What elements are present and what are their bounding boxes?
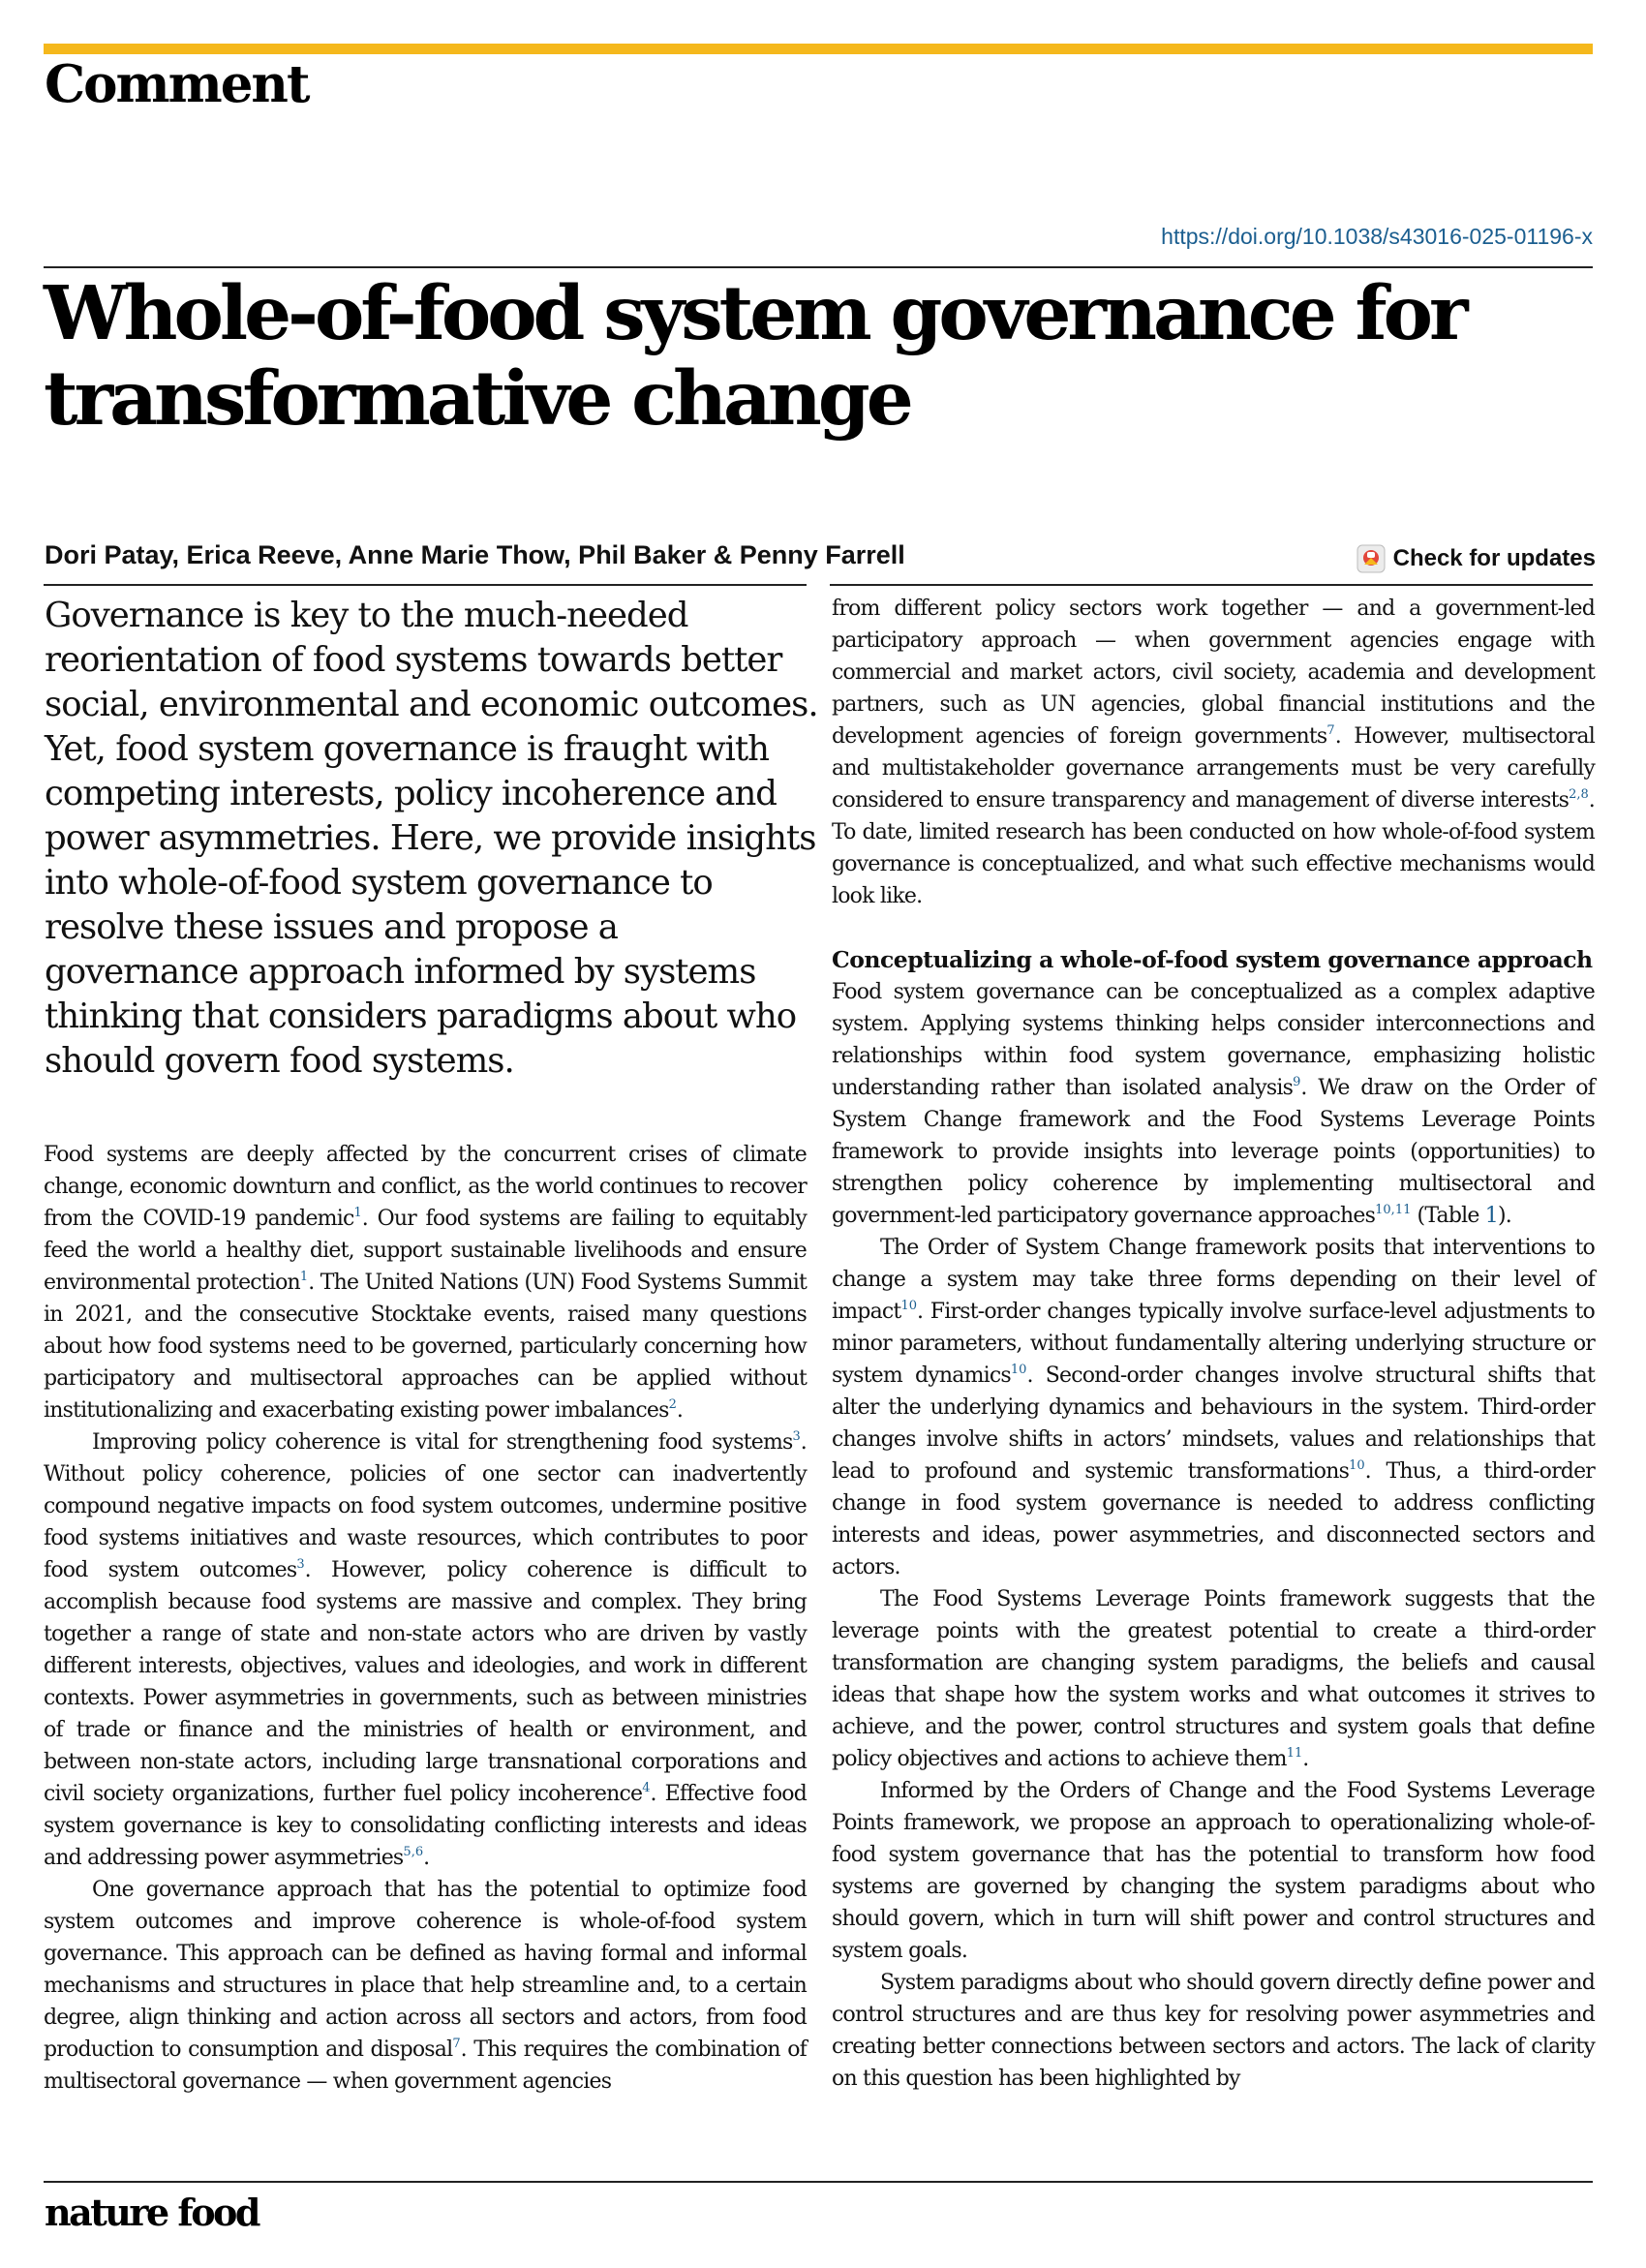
- body-text: Food system governance can be conceptualized as a complex adaptive system. Applying systems thinking helps consider interconnections and relationships within food system governance, emphasizing holistic understanding rather than isolated analysis: [832, 980, 1595, 1100]
- body-right-column: [832, 593, 1595, 2095]
- body-paragraph: [44, 1874, 807, 2098]
- body-text: Improving policy coherence is vital for strengthening food systems: [92, 1430, 793, 1455]
- citation-ref[interactable]: 10: [900, 1299, 918, 1313]
- citation-ref[interactable]: 4: [642, 1781, 651, 1795]
- body-text: from different policy sectors work together — and a government-led participatory approach — when government agencies engage with commercial and market actors, civil society, academia and development partners, such as UN agencies, global financial institutions and the development agencies of foreign governments: [832, 597, 1595, 749]
- citation-ref[interactable]: 2,8: [1569, 787, 1589, 802]
- body-text: . First-order changes typically involve surface-level adjustments to minor parameters, without fundamentally altering underlying structure or system dynamics: [832, 1300, 1595, 1388]
- body-text: . However, multisectoral and multistakeholder governance arrangements must be very carefully considered to ensure transparency and management of diverse interests: [832, 724, 1595, 812]
- body-text: ).: [1497, 1204, 1511, 1228]
- body-paragraph: [44, 1426, 807, 1874]
- footer-divider: [44, 2181, 1593, 2183]
- right-intro-paragraph: [832, 593, 1595, 912]
- body-text: The Order of System Change framework posits that interventions to change a system may take three forms depending on their level of impact: [832, 1236, 1595, 1324]
- right-paragraphs: [832, 976, 1595, 2095]
- citation-ref[interactable]: 7: [1326, 723, 1335, 738]
- citation-ref[interactable]: 7: [452, 2037, 461, 2051]
- body-text: . Second-order changes involve structural shifts that alter the underlying dynamics and behaviours in the system. Third-order changes involve shifts in actors’ mindsets, values and relationships that lead to profound and systemic transformations: [832, 1364, 1595, 1484]
- body-paragraph: [832, 1967, 1595, 2095]
- body-text: Food systems are deeply affected by the concurrent crises of climate change, economic downturn and conflict, as the world continues to recover from the COVID-19 pandemic: [44, 1143, 807, 1231]
- table-ref[interactable]: 1: [1484, 1204, 1498, 1228]
- body-text: . Our food systems are failing to equitably feed the world a healthy diet, support sustainable livelihoods and ensure environmental protection: [44, 1207, 807, 1295]
- body-paragraph: [44, 1139, 807, 1426]
- citation-ref[interactable]: 11: [1286, 1746, 1303, 1761]
- citation-ref[interactable]: 2: [668, 1397, 677, 1412]
- journal-logo: nature food: [45, 2191, 259, 2234]
- body-text: System paradigms about who should govern directly define power and control structures and are thus key for resolving power asymmetries and creating better connections between sectors and actors. The lack of clarity on this question has been highlighted by: [832, 1971, 1595, 2091]
- citation-ref[interactable]: 9: [1293, 1075, 1301, 1089]
- left-column-rule: [44, 584, 807, 586]
- body-text: . This requires the combination of multisectoral governance — when government agencies: [44, 2038, 807, 2094]
- body-text: . The United Nations (UN) Food Systems Summit in 2021, and the consecutive Stocktake events, raised many questions about how food systems need to be governed, particularly concerning how participatory and multisectoral approaches can be applied without institutionalizing and exacerbating existing power imbalances: [44, 1271, 807, 1423]
- body-text: . Thus, a third-order change in food system governance is needed to address conflicting interests and ideas, power asymmetries, and disconnected sectors and actors.: [832, 1459, 1596, 1579]
- citation-ref[interactable]: 5,6: [403, 1845, 424, 1859]
- body-left-column: [44, 1139, 807, 2098]
- check-updates-label: Check for updates: [1392, 544, 1596, 571]
- header-divider: [44, 266, 1593, 268]
- citation-ref[interactable]: 3: [296, 1557, 305, 1572]
- body-text: Informed by the Orders of Change and the Food Systems Leverage Points framework, we propose an approach to operationalizing whole-of-food system governance that has the potential to transform how food systems are governed by changing the system paradigms about who should govern, which in turn will shift power and control structures and system goals.: [832, 1779, 1595, 1963]
- body-text: . However, policy coherence is difficult to accomplish because food systems are massive and complex. They bring together a range of state and non-state actors who are driven by vastly different interests, objectives, values and ideologies, and work in different contexts. Power asymmetries in governments, such as between ministries of trade or finance and the ministries of health or environment, and between non-state actors, including large transnational corporations and civil society organizations, further fuel policy incoherence: [44, 1558, 807, 1806]
- body-text: (Table: [1411, 1204, 1485, 1228]
- body-text: .: [676, 1398, 684, 1423]
- body-text: .: [1302, 1747, 1309, 1771]
- accent-rule: [44, 44, 1593, 54]
- body-paragraph: [832, 1775, 1595, 1967]
- body-text: . To date, limited research has been conducted on how whole-of-food system governance is conceptualized, and what such effective mechanisms would look like.: [832, 788, 1595, 908]
- body-paragraph: [832, 1583, 1595, 1775]
- citation-ref[interactable]: 1: [353, 1206, 362, 1220]
- doi-link[interactable]: https://doi.org/10.1038/s43016-025-01196-x: [1161, 224, 1593, 249]
- citation-ref[interactable]: 10: [1010, 1363, 1027, 1377]
- body-text: One governance approach that has the potential to optimize food system outcomes and improve coherence is whole-of-food system governance. This approach can be defined as having formal and informal mechanisms and structures in place that help streamline and, to a certain degree, align thinking and action across all sectors and actors, from food production to consumption and disposal: [44, 1878, 807, 2062]
- check-for-updates-button[interactable]: [1356, 544, 1596, 573]
- citation-ref[interactable]: 3: [792, 1429, 801, 1444]
- right-column-rule: [830, 584, 1593, 586]
- body-text: .: [423, 1846, 430, 1870]
- body-text: . We draw on the Order of System Change framework and the Food Systems Leverage Points framework to provide insights into leverage points (opportunities) to strengthen policy coherence by implementing multisectoral and government-led participatory governance approaches: [832, 1076, 1595, 1228]
- standfirst: Governance is key to the much-needed reorientation of food systems towards better social, environmental and economic outcomes. Yet, food system governance is fraught with competing interests, policy incoherence and power asymmetries. Here, we provide insights into whole-of-food system governance to resolve these issues and propose a governance approach informed by systems thinking that considers paradigms about who should govern food systems.: [45, 596, 818, 1081]
- section-label: Comment: [45, 54, 309, 114]
- body-paragraph: [832, 1232, 1595, 1583]
- article-title: Whole-of-food system governance for transformative change: [44, 270, 1465, 443]
- body-text: The Food Systems Leverage Points framework suggests that the leverage points with the greatest potential to create a third-order transformation are changing system paradigms, the beliefs and causal ideas that shape how the system works and what outcomes it strives to achieve, and the power, control structures and system goals that define policy objectives and actions to achieve them: [832, 1587, 1595, 1771]
- citation-ref[interactable]: 10,11: [1375, 1203, 1412, 1217]
- citation-ref[interactable]: 1: [299, 1270, 309, 1284]
- section-heading: Conceptualizing a whole-of-food system governance approach: [832, 946, 1593, 973]
- author-list: Dori Patay, Erica Reeve, Anne Marie Thow, Phil Baker & Penny Farrell: [45, 540, 905, 569]
- body-paragraph: [832, 976, 1595, 1232]
- citation-ref[interactable]: 10: [1349, 1458, 1365, 1473]
- body-text: . Without policy coherence, policies of one sector can inadvertently compound negative impacts on food system outcomes, undermine positive food systems initiatives and waste resources, which contributes to poor food system outcomes: [44, 1430, 807, 1582]
- check-updates-icon: [1356, 544, 1386, 573]
- body-text: . Effective food system governance is key to consolidating conflicting interests and ideas and addressing power asymmetries: [44, 1782, 807, 1870]
